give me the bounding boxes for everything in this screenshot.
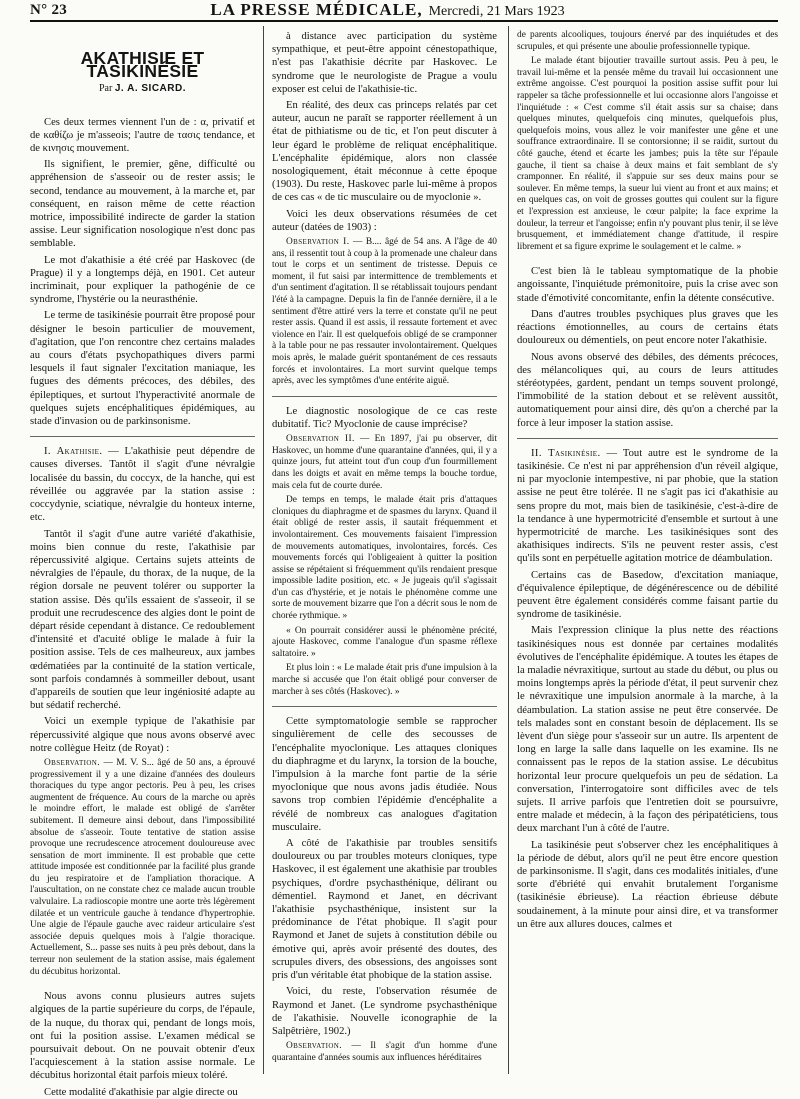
section-separator (517, 438, 778, 439)
section-tasikinesie (517, 447, 778, 566)
observation (30, 758, 255, 978)
observation (272, 237, 497, 388)
section-heading: I. Akathisie. (44, 446, 103, 458)
section-separator (272, 396, 497, 397)
paragraph: Nous avons observé des débiles, des déments précoces, des mélancoliques qui, au cours de leurs attitudes stéréotypées, gardent, pendant un temps souvent prolongé, l'immobilité de la station debout et se relèvent aussitôt, automatiquement pour ainsi dire, dès qu'on a cherché par la force à leur imposer la station assise. (517, 351, 778, 429)
issue-date: Mercredi, 21 Mars 1923 (428, 4, 565, 19)
paragraph: à distance avec participation du système sympathique, et peut-être appoint cénestopathique, n'est pas l'akathisie décrite par Haskovec. Le syndrome que le neurologiste de Prague a voulu exposer est celui de l'akathisie-tic. (272, 31, 497, 95)
paragraph: Tantôt il s'agit d'une autre variété d'akathisie, moins bien connue du reste, l'akathisie par répercussivité algique. Certains sujets atteints de névralgies de l'épaule, du thorax, de la nuque, de la région dorsale ne peuvent tolérer ou supporter la station assise. Dès qu'ils essaient de s'asseoir, il se produit une recrudescence des algies dont le point de départ réside cependant à distance. Ce redoublement d'intensité et d'acuité oblige le malade à fuir la position assise. Tels de ces malheureux, aux jambes œdématiées par la continuité de la station verticale, sont parfois condamnés à sommeiller debout, usant d'appareils de soutien que leur ingéniosité adapte au but sédatif recherché. (30, 528, 255, 712)
observation-label: Observation. (44, 757, 101, 768)
page-header (30, 0, 778, 22)
section-separator (30, 436, 255, 437)
masthead (210, 0, 564, 20)
column-3 (517, 30, 778, 1076)
paragraph: Certains cas de Basedow, d'excitation maniaque, d'équivalence épileptique, de dégénérescence ou de débilité peuvent être également considérés comme faisant partie du syndrome de tasikinésie. (517, 569, 778, 621)
observation (272, 434, 497, 492)
journal-title: LA PRESSE MÉDICALE, (210, 0, 423, 19)
observation-paragraph: De temps en temps, le malade était pris d'attaques cloniques du diaphragme et de spasmes du larynx. Quand il était obligé de rester assis, il sautait fréquemment et involontairement. Ces mouvements faisaient l'impression de mouvements automatiques, involontaires, forcés. Ces mouvements forcés qui l'obligeaient à quitter la position assise se répétaient si fréquemment qu'ils rendaient presque impossible ladite position, etc. « Je jugeais qu'il s'agissait d'un cas d'hystérie, et je notais le phénomène comme une sorte de mouvement bizarre que l'on a décrit sous le nom de chorée rythmique. » (272, 495, 497, 622)
paragraph: C'est bien là le tableau symptomatique de la phobie angoissante, l'inquiétude prémonitoire, puis la crise avec son stade d'émotivité concomitante, enfin la détente consécutive. (517, 266, 778, 304)
observation-label: Observation II. (286, 434, 355, 445)
article-title: AKATHISIE ET TASIKINÉSIE (80, 48, 205, 82)
paragraph: Nous avons connu plusieurs autres sujets algiques de la partie supérieure du corps, de l'épaule, de la nuque, du thorax qui, pendant de longs mois, ont fui la position assise. L'examen médical se poursuivait debout. On ne pouvait obtenir d'eux l'acquiescement à la station assise normale. Le décubitus horizontal était parfois mieux toléré. (30, 991, 255, 1082)
paragraph: Voici les deux observations résumées de cet auteur (datées de 1903) : (272, 208, 497, 233)
paragraph: Cette symptomatologie semble se rapprocher singulièrement de celle des secousses de l'encéphalite myoclonique. Les attaques cloniques du diaphragme et du larynx, la torsion de la bouche, l'impulsion à la marche font partie de la série myoclonique que nous avons jadis étudiée. Nous savons trop combien l'épidémie d'encéphalite a révélé de nombreux cas analogues d'agitation musculaire. (272, 716, 497, 833)
section-akathisie (30, 445, 255, 524)
observation-label: Observation I. (286, 237, 350, 248)
section-separator (272, 706, 497, 707)
observation-paragraph: Le malade étant bijoutier travaille surtout assis. Peu à peu, le travail lui-même et la pensée même du travail lui occasionnent une extrême angoisse. C'est pourquoi la position assise suffit pour lui rappeler sa tâche professionnelle et lui occasionne alors l'angoisse et l'inquiétude : « C'est comme s'il était assis sur sa chaise; dans quelques minutes, quelquefois cinq minutes, quelquefois plus, quelquefois moins, vous allez le voir manifester une gêne et une souffrance extraordinaire. Il se contorsionne; il se raidit, surtout du côté gauche, étend et écarte les jambes; puis la tête sur l'épaule gauche, il tient sa chaise à deux mains et fait semblant de s'y cramponner. En réalité, il s'appuie sur ses deux mains pour se soulever. En même temps, la sueur lui vient au front et aux mains; et en quelques cas, on voit de grosses gouttes qui coulent sur la figure et l'expression est anxieuse, le cœur palpite; la face exprime la douleur, la terreur et l'angoisse; enfin n'y pouvant plus tenir, il se lève brusquement, et immédiatement change d'attitude, il respire librement et sa figure exprime le soulagement et le calme. » (517, 56, 778, 252)
byline-prefix: Par (99, 83, 113, 95)
observation (272, 1041, 497, 1064)
paragraph: Le terme de tasikinésie pourrait être proposé pour désigner le besoin particulier de mouvement, d'agitation, que l'on rencontre chez certains malades au cours d'états psychopathiques divers parmi lesquels il faut signaler l'excitation maniaque, les fugues des déments précoces, des débiles, des épileptiques, et surtout l'hyperactivité anormale de quelques sujets encéphalitiques épidémiques, au stade d'invasion ou de parkinsonisme. (30, 310, 255, 428)
observation-paragraph: de parents alcooliques, toujours énervé par des inquiétudes et des scrupules, et qui présente une aboulie professionnelle typique. (517, 30, 778, 52)
observation-text: — M. V. S... âgé de 50 ans, a éprouvé progressivement il y a une dizaine d'années des douleurs thoraciques du type angor pectoris. Peu à peu, les crises augmentent de fréquence. Au cours de la marche ou après le moindre effort, le malade est obligé de s'arrêter subitement. Il demeure ainsi debout, dans l'impossibilité absolue de s'asseoir. Toute tentative de station assise provoque une recrudescence atrocement douloureuse avec sensation de mort imminente. Il est probable que cette attitude imposée est conditionnée par la facilité plus grande du jeu respiratoire et de l'ampliation thoracique. A l'auscultation, on ne constate chez ce malade aucun trouble valvulaire. La radioscopie montre une aorte très légèrement dilatée et un ventricule gauche à tendance d'hypertrophie. Une algie de l'épaule gauche avec raideur articulaire s'est associée depuis quelques mois à l'algie thoracique. Actuellement, S... passe ses nuits à peu près debout, dans la terreur non seulement de la station assise, mais également du décubitus horizontal. (30, 757, 255, 977)
section-heading: II. Tasikinésie. (531, 447, 601, 459)
observation-text: — En 1897, j'ai pu observer, dit Haskovec, un homme d'une quarantaine d'années, qui, il y a quinze jours, fut atteint tout d'un coup d'un fourmillement dans les doigts et avait en même temps la bouche tordue, mais cela fut de courte durée. (272, 434, 497, 491)
author-name: J. A. SICARD. (114, 83, 186, 95)
column-rule (263, 26, 264, 1074)
byline (30, 82, 255, 95)
paragraph: La tasikinésie peut s'observer chez les encéphalitiques à la période de début, alors qu'il ne peut être encore question de parkinsonisme. Il s'agit, dans ces modalités initiales, d'une sorte d'ébriété qui envahit brutalement l'organisme (tasikinésie ébrieuse). La réaction ébrieuse débute soudainement, à la minute pour ainsi dire, et va transformer un être aux allures douces, calmes et (517, 839, 778, 930)
paragraph: Le diagnostic nosologique de ce cas reste dubitatif. Tic? Myoclonie de cause imprécise? (272, 405, 497, 430)
paragraph: Cette modalité d'akathisie par algie directe ou (44, 1086, 238, 1098)
paragraph: Voici un exemple typique de l'akathisie par répercussivité algique que nous avons observé avec notre collègue Heitz (de Royat) : (30, 716, 255, 754)
paragraph: Voici, du reste, l'observation résumée de Raymond et Janet. (Le syndrome psychasthénique de l'akathisie. Nouvelle iconographie de la Salpêtrière, 1902.) (272, 986, 497, 1037)
observation-text: — Il s'agit d'un homme d'une quarantaine d'années soumis aux influences héréditaires (272, 1041, 497, 1063)
observation-label: Observation. (286, 1041, 343, 1052)
observation-paragraph: Et plus loin : « Le malade était pris d'une impulsion à la marche si accusée que l'on était obligé pour converser de marcher à ses côtés (Haskovec). » (272, 663, 497, 697)
paragraph: A côté de l'akathisie par troubles sensitifs douloureux ou par troubles moteurs cloniques, type Haskovec, il est également une akathisie par troubles psychiques, d'ordre psychasthénique, délirant ou démentiel. Raymond et Janet, en décrivant l'akathisie psychasthénique, insistent sur la prédominance de l'état phobique. Il s'agit pour Raymond et Janet de sujets à constitution débile ou émotive qui, après avoir présenté des doutes, des scrupules divers, des obsessions, des angoisses sont pris d'un véritable état phobique de la station assise. (272, 838, 497, 982)
column-rule (508, 26, 509, 1074)
section-text: — L'akathisie peut dépendre de causes diverses. Tantôt il s'agit d'une névralgie localisée du bassin, du coccyx, de la hanche, qui est réveillée ou aggravée par la station assise : coccydynie, sciatique, névralgie du honteux interne, etc. (30, 446, 255, 524)
paragraph: Ces deux termes viennent l'un de : α, privatif et de καθίζω je m'asseois; l'autre de τασις tendance, et de κινησις mouvement. (30, 116, 255, 155)
paragraph: Mais l'expression clinique la plus nette des réactions tasikinésiques nous est donnée par certaines modalités évolutives de l'encéphalite épidémique. A toutes les étapes de la maladie névraxitique, surtout au stade du début, ou plus ou moins longtemps après la période d'état, il peut survenir chez le névraxitique une impulsion anormale à la marche, à la déambulation. La station assise ne peut être conservée. De tels malades sont en constant besoin de déplacement. Ils se lèvent d'un siège pour s'asseoir sur un autre. Ils arpentent de long en large la salle dans laquelle on les examine. Ils ne connaissent pas le repos de la station assise. Le décubitus horizontal leur procure quelquefois un peu de sédation. La conversation, l'interrogatoire sont difficiles avec de tels sujets. Il arrive parfois que l'entretien doit se poursuivre, entre malade et médecin, à la façon des péripatéticiens, tous deux marchant l'un à côté de l'autre. (517, 625, 778, 835)
paragraph: Dans d'autres troubles psychiques plus graves que les réactions émotionnelles, au cours de certains états douloureux ou démentiels, on peut encore noter l'akathisie. (517, 308, 778, 347)
observation-text: — B.... âgé de 54 ans. A l'âge de 40 ans, il ressentit tout à coup à la promenade une chaleur dans tout le corps et un sentiment de tristesse. Depuis ce moment, il fut saisi par intermittence de tremblements et d'un sentiment d'agitation. Il se rétablissait toujours pendant l'été à la campagne. Depuis la fin de l'année dernière, il a le sentiment d'être attiré vers la terre et constate qu'il ne peut rester assis. Quand il est assis, il ressaute fortement et avec violence en l'air. Il est quelquefois obligé de se cramponner à la table pour ne pas ressauter involontairement. Quelques mois après, le malade guérit spontanément de ces ressauts forcés et involontaires. La mort survint quelque temps après, avec les symptômes d'une entérite aiguë. (272, 237, 497, 387)
paragraph: Ils signifient, le premier, gêne, difficulté ou appréhension de s'asseoir ou de rester assis; le second, tendance au mouvement, à la marche et, par conséquent, en raison même de cette réaction motrice, impossibilité indirecte de garder la station assise. Leur signification nosologique n'est donc pas semblable. (30, 159, 255, 250)
paragraph: Le mot d'akathisie a été créé par Haskovec (de Prague) il y a longtemps déjà, en 1901. Cet auteur incriminait, pour expliquer la pathogénie de ce syndrome, l'hystérie ou la neurasthénie. (30, 254, 255, 306)
column-2 (272, 30, 497, 1076)
issue-number: N° 23 (30, 1, 68, 18)
paragraph: En réalité, des deux cas princeps relatés par cet auteur, aucun ne paraît se rapporter réellement à un état de pithiatisme ou de tic, et l'on peut discuter à leur égard le problème de reliquat encéphalitique. L'encéphalite épidémique, alors non classée nosologiquement, était méconnue à cette époque (1903). Du reste, Haskovec parle lui-même à propos de ces cas « de tic musculaire ou de myoclonie ». (272, 100, 497, 204)
section-text: — Tout autre est le syndrome de la tasikinésie. Ce n'est ni par appréhension d'un réveil algique, ni par myoclonie intempestive, ni par phobie, que la station assise ne peut être tolérée. Il ne s'agit pas ici d'akathisie au sens propre du mot, mais bien de tasikinésie, c'est-à-dire de la tendance à une hypermotricité d'ensemble et surtout à une hypermotricité de marche. Les tasikinésiques sont des akathisiques indirects. S'ils ne peuvent rester assis, c'est qu'ils sont en perpétuelle agitation motrice de déambulation. (517, 447, 778, 565)
column-1 (30, 30, 255, 1098)
observation-paragraph: « On pourrait considérer aussi le phénomène précité, ajoute Haskovec, comme l'analogue d'un spasme réflexe saltatoire. » (272, 625, 497, 659)
